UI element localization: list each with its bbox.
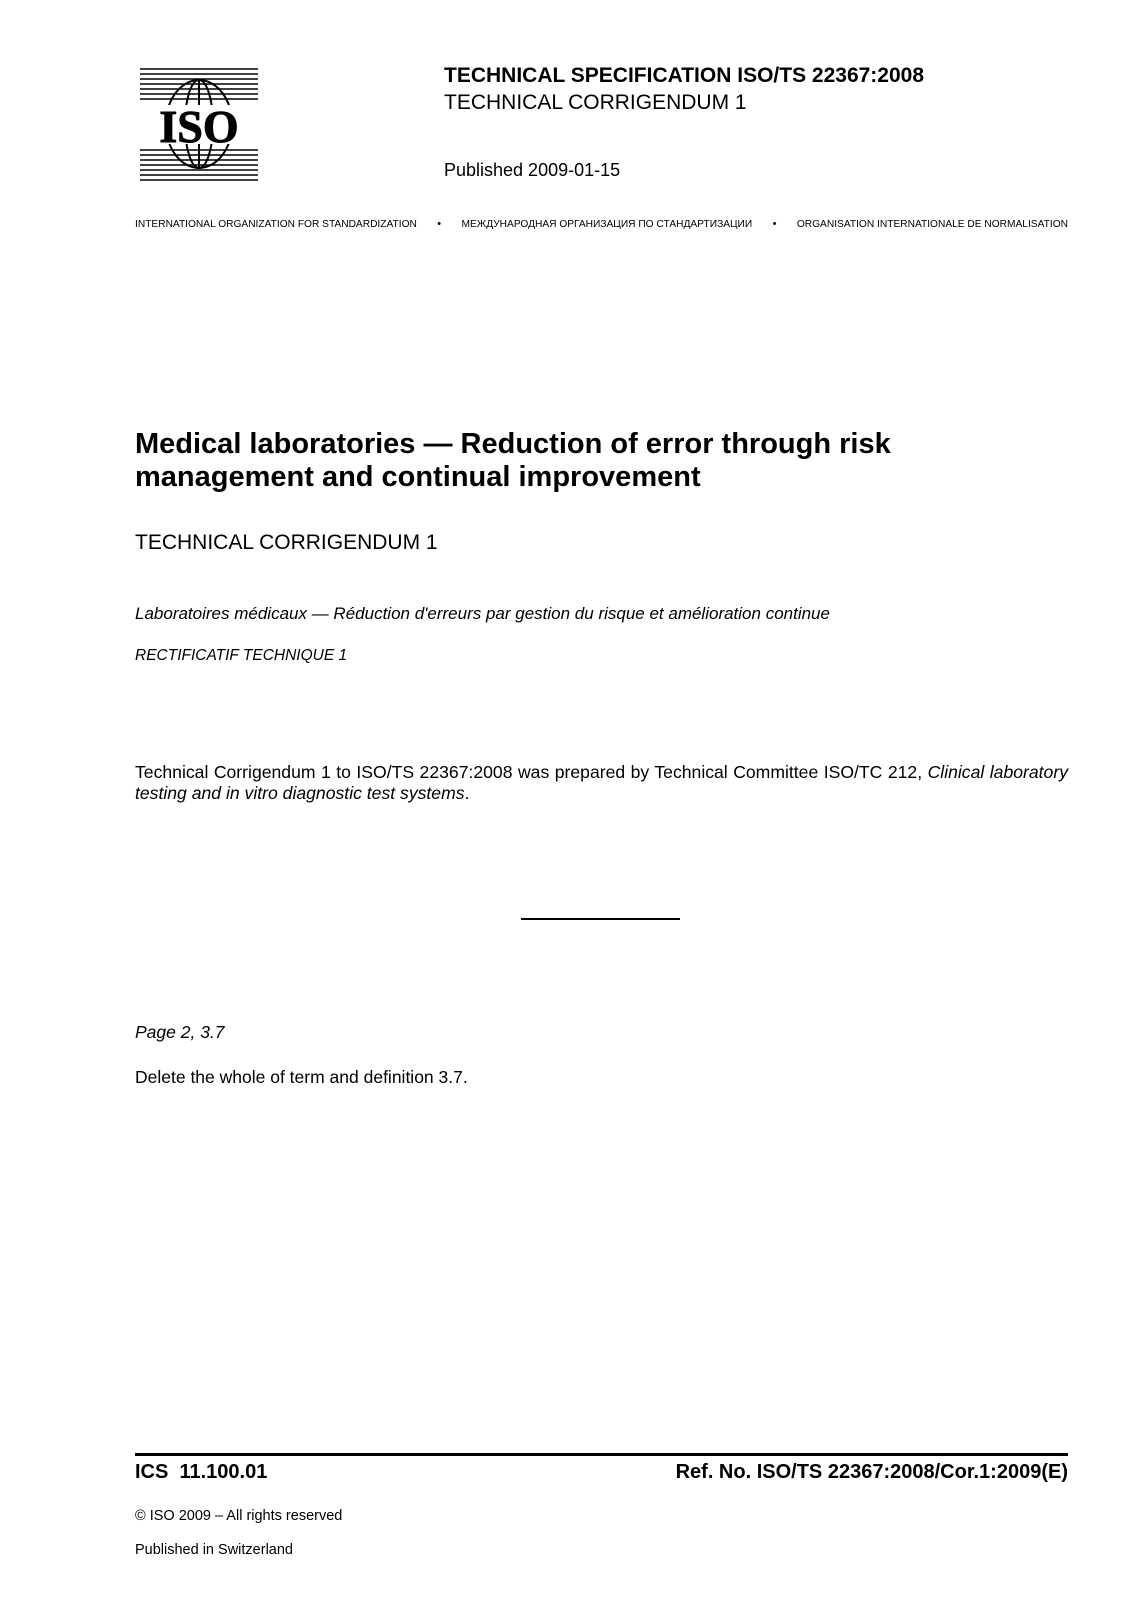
iso-logo-text: ISO — [159, 101, 239, 152]
published-in: Published in Switzerland — [135, 1542, 293, 1558]
org-name-english: INTERNATIONAL ORGANIZATION FOR STANDARDIZATION — [135, 218, 417, 230]
org-separator: • — [437, 218, 442, 230]
iso-logo — [140, 68, 258, 181]
french-corrigendum-label: RECTIFICATIF TECHNIQUE 1 — [135, 647, 348, 664]
preparation-text: Technical Corrigendum 1 to ISO/TS 22367:2008 was prepared by Technical Committee ISO/TC 212, — [135, 762, 928, 782]
org-name-russian: МЕЖДУНАРОДНАЯ ОРГАНИЗАЦИЯ ПО СТАНДАРТИЗАЦИИ — [461, 218, 753, 230]
document-title: Medical laboratories — Reduction of error through risk management and continual improvement — [135, 428, 891, 493]
org-separator: • — [772, 218, 777, 230]
french-title: Laboratoires médicaux — Réduction d'erreurs par gestion du risque et amélioration continue — [135, 604, 830, 623]
publication-date: Published 2009-01-15 — [444, 160, 621, 180]
correction-instruction: Delete the whole of term and definition 3.7. — [135, 1067, 468, 1087]
ics-code: ICS 11.100.01 — [135, 1461, 268, 1483]
document-type-subtitle: TECHNICAL CORRIGENDUM 1 — [444, 91, 747, 114]
copyright-notice: © ISO 2009 – All rights reserved — [135, 1508, 343, 1524]
page-reference: Page 2, 3.7 — [135, 1022, 225, 1042]
committee-name: Clinical laboratory testing and in vitro diagnostic test systems — [135, 762, 1068, 803]
organization-names-line — [135, 218, 1068, 230]
corrigendum-label: TECHNICAL CORRIGENDUM 1 — [135, 531, 438, 554]
document-type-title: TECHNICAL SPECIFICATION ISO/TS 22367:2008 — [444, 64, 925, 87]
footer-rule — [135, 1453, 1068, 1456]
preparation-end: . — [464, 783, 470, 803]
section-separator — [521, 918, 680, 920]
org-name-french: ORGANISATION INTERNATIONALE DE NORMALISATION — [796, 218, 1068, 230]
reference-number: Ref. No. ISO/TS 22367:2008/Cor.1:2009(E) — [675, 1461, 1068, 1483]
preparation-statement — [135, 762, 1068, 804]
